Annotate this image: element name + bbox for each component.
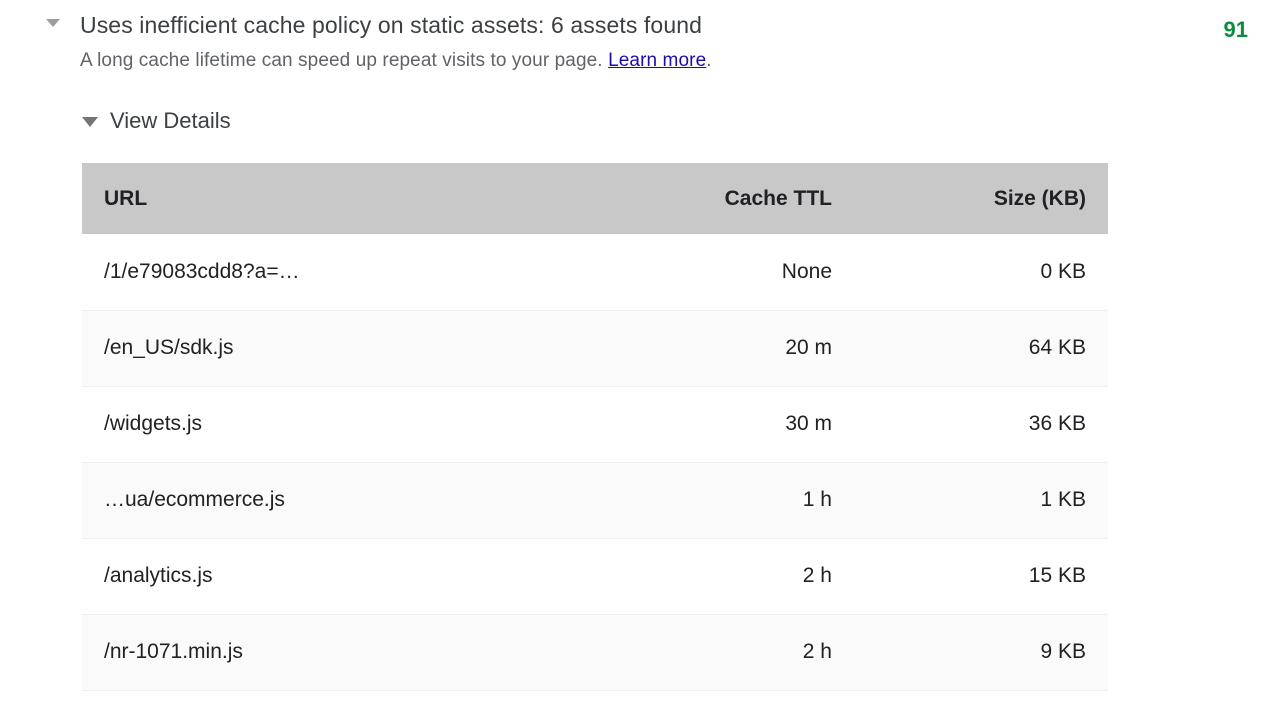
audit-title: Uses inefficient cache policy on static assets: 6 assets found xyxy=(80,12,702,38)
cell-url: /analytics.js xyxy=(82,538,582,614)
view-details-toggle[interactable] xyxy=(82,108,231,134)
cell-cache-ttl: 1 h xyxy=(582,462,848,538)
cell-cache-ttl: 30 m xyxy=(582,386,848,462)
triangle-down-icon xyxy=(82,117,98,127)
audit-description-text: A long cache lifetime can speed up repeat visits to your page. xyxy=(80,50,603,71)
table-header-row xyxy=(82,163,1108,234)
cell-cache-ttl: 2 h xyxy=(582,614,848,690)
view-details-label: View Details xyxy=(110,108,231,133)
details-table xyxy=(82,163,1108,691)
cell-size: 36 KB xyxy=(848,386,1108,462)
column-header-cache-ttl[interactable]: Cache TTL xyxy=(582,163,848,234)
cell-url: /en_US/sdk.js xyxy=(82,310,582,386)
cell-cache-ttl: 20 m xyxy=(582,310,848,386)
audit-header xyxy=(0,0,1278,75)
cell-size: 9 KB xyxy=(848,614,1108,690)
table-head xyxy=(82,163,1108,234)
table-row xyxy=(82,614,1108,690)
learn-more-link[interactable]: Learn more xyxy=(608,50,707,71)
cell-size: 1 KB xyxy=(848,462,1108,538)
cell-cache-ttl: None xyxy=(582,234,848,310)
triangle-down-glyph xyxy=(46,19,60,27)
cell-url: /1/e79083cdd8?a=… xyxy=(82,234,582,310)
column-header-size[interactable]: Size (KB) xyxy=(848,163,1108,234)
cell-size: 15 KB xyxy=(848,538,1108,614)
table-row xyxy=(82,386,1108,462)
table-row xyxy=(82,538,1108,614)
table-row xyxy=(82,462,1108,538)
table-row xyxy=(82,310,1108,386)
audit-text-block xyxy=(66,10,1188,75)
cell-size: 64 KB xyxy=(848,310,1108,386)
cell-url: /widgets.js xyxy=(82,386,582,462)
table-body xyxy=(82,234,1108,690)
cell-url: /nr-1071.min.js xyxy=(82,614,582,690)
audit-description xyxy=(80,47,1188,75)
cell-size: 0 KB xyxy=(848,234,1108,310)
column-header-url[interactable]: URL xyxy=(82,163,582,234)
triangle-down-icon[interactable] xyxy=(40,19,66,27)
audit-score: 91 xyxy=(1223,17,1248,42)
audit-description-suffix: . xyxy=(706,50,712,71)
table-row xyxy=(82,234,1108,310)
cell-url: …ua/ecommerce.js xyxy=(82,462,582,538)
cell-cache-ttl: 2 h xyxy=(582,538,848,614)
